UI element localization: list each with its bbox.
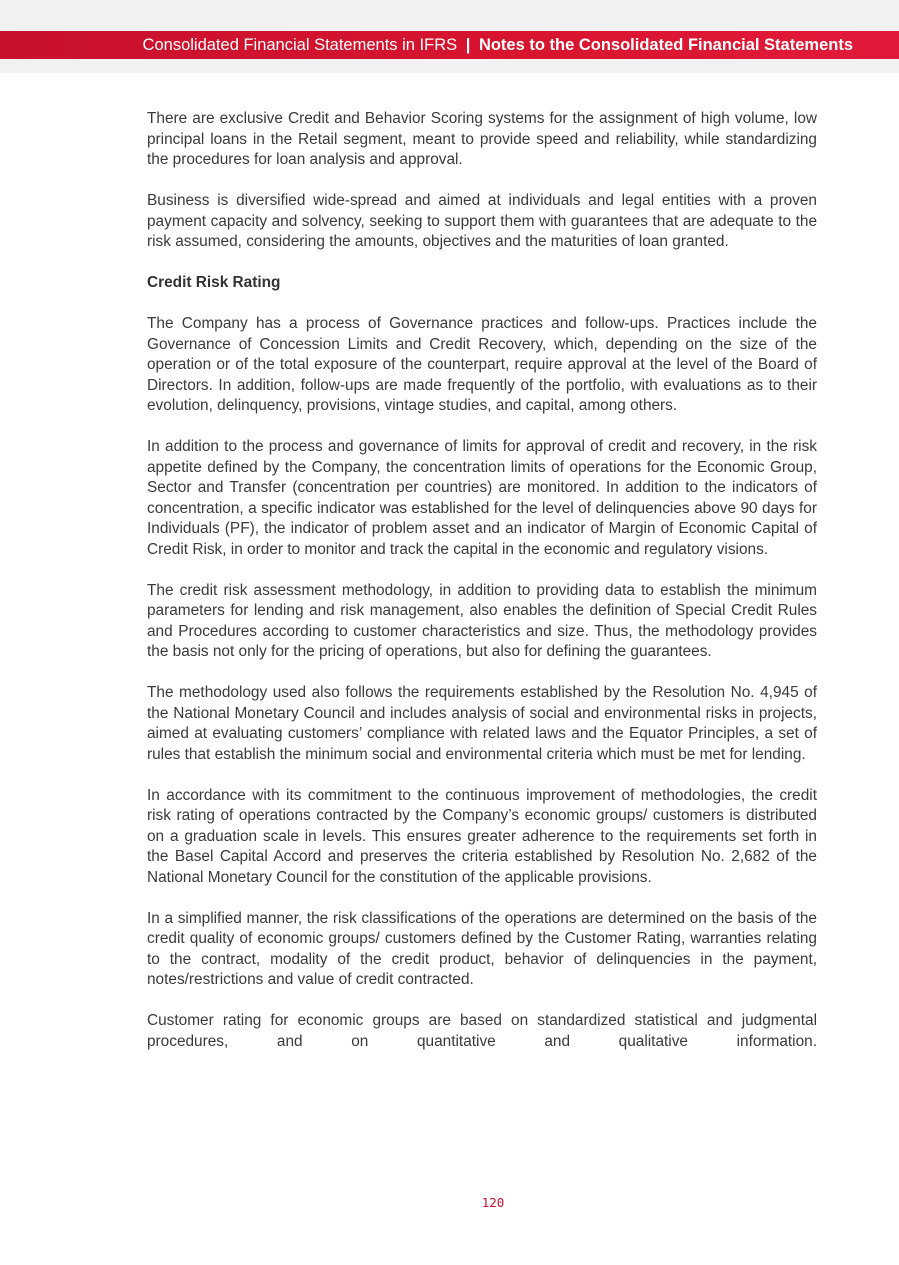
page-header <box>0 31 899 59</box>
section-heading: Credit Risk Rating <box>147 274 281 291</box>
paragraph-scoring-systems: There are exclusive Credit and Behavior Scoring systems for the assignment of high volume, low principal loans in the Retail segment, meant to provide speed and reliability, while standardizing the procedures for loan analysis and approval. <box>147 110 817 168</box>
header-section: Notes to the Consolidated Financial Statements <box>478 36 853 54</box>
paragraph-assessment-methodology: The credit risk assessment methodology, in addition to providing data to establish the minimum parameters for lending and risk management, also enables the definition of Special Credit Rules and Procedures according to customer characteristics and size. Thus, the methodology provides the basis not only for the pricing of operations, but also for defining the guarantees. <box>147 581 817 660</box>
paragraph-business-diversification: Business is diversified wide-spread and aimed at individuals and legal entities with a proven payment capacity and solvency, seeking to support them with guarantees that are adequate to the risk assumed, considering the amounts, objectives and the maturities of loan granted. <box>147 192 817 250</box>
page-number: 120 <box>481 1195 505 1210</box>
paragraph-resolution-4945: The methodology used also follows the requirements established by the Resolution No. 4,945 of the National Monetary Council and includes analysis of social and environmental risks in projects, aimed at evaluating customers’ compliance with related laws and the Equator Principles, a set of rules that establish the minimum social and environmental criteria which must be met for lending. <box>147 684 817 763</box>
paragraph-concentration-limits: In addition to the process and governance of limits for approval of credit and recovery, in the risk appetite defined by the Company, the concentration limits of operations for the Economic Group, Sector and Transfer (concentration per countries) are monitored. In addition to the indicators of concentration, a specific indicator was established for the level of delinquencies above 90 days for Individuals (PF), the indicator of problem asset and an indicator of Margin of Economic Capital of Credit Risk, in order to monitor and track the capital in the economic and regulatory visions. <box>147 438 817 558</box>
header-shadow-strip <box>0 59 899 73</box>
paragraph-risk-classifications: In a simplified manner, the risk classifications of the operations are determined on the basis of the credit quality of economic groups/ customers defined by the Customer Rating, warranties relating to the contract, modality of the credit product, behavior of delinquencies in the payment, notes/restrictions and value of credit contracted. <box>147 909 817 988</box>
header-separator: | <box>465 36 471 54</box>
document-body <box>147 109 817 1052</box>
header-text <box>143 31 853 59</box>
header-title: Consolidated Financial Statements in IFRS <box>142 36 458 54</box>
paragraph-governance: The Company has a process of Governance practices and follow-ups. Practices include the Governance of Concession Limits and Credit Recovery, which, depending on the size of the operation or of the total exposure of the counterpart, require approval at the level of the Board of Directors. In addition, follow-ups are made frequently of the portfolio, with evaluations as to their evolution, delinquency, provisions, vintage studies, and capital, among others. <box>147 315 817 414</box>
paragraph-customer-rating: Customer rating for economic groups are based on standardized statistical and judgmental procedures, and on quantitative and qualitative information. <box>147 1012 817 1050</box>
paragraph-continuous-improvement: In accordance with its commitment to the continuous improvement of methodologies, the credit risk rating of operations contracted by the Company’s economic groups/ customers is distributed on a graduation scale in levels. This ensures greater adherence to the requirements set forth in the Basel Capital Accord and preserves the criteria established by Resolution No. 2,682 of the National Monetary Council for the constitution of the applicable provisions. <box>147 786 817 886</box>
top-strip <box>0 0 899 31</box>
